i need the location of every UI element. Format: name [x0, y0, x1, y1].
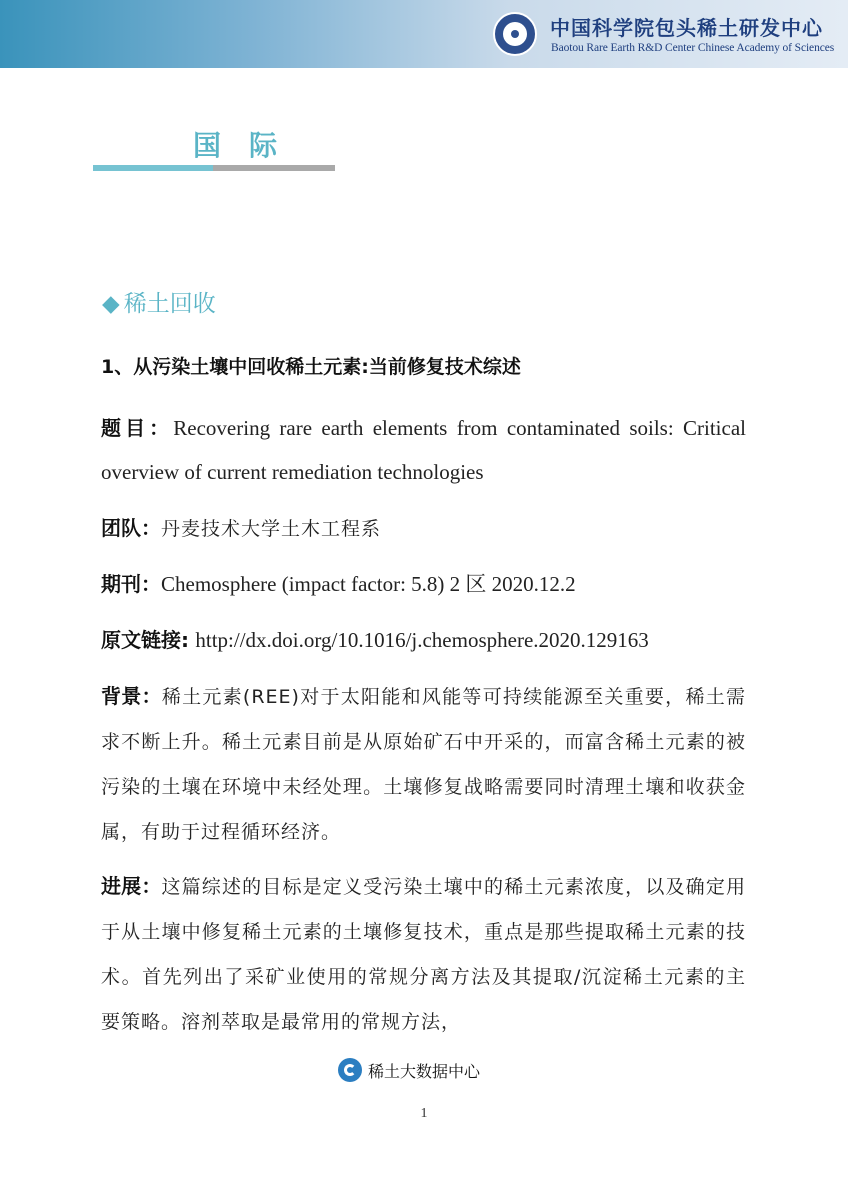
doi-link[interactable]: http://dx.doi.org/10.1016/j.chemosphere.2020.129163 [195, 628, 649, 652]
background-label: 背景： [101, 684, 162, 708]
team-paragraph [101, 506, 746, 551]
cas-logo-icon [493, 12, 537, 56]
rare-earth-data-center-icon [338, 1058, 362, 1082]
progress-value: 这篇综述的目标是定义受污染土壤中的稀土元素浓度，以及确定用于从土壤中修复稀土元素的土壤修复技术，重点是那些提取稀土元素的技术。首先列出了采矿业使用的常规分离方法及其提取/沉淀稀土元素的主要策略。溶剂萃取是最常用的常规方法， [101, 876, 746, 1033]
topic-value: Recovering rare earth elements from contaminated soils: Critical overview of current remediation technologies [101, 416, 746, 484]
background-value: 稀土元素(REE)对于太阳能和风能等可持续能源至关重要，稀土需求不断上升。稀土元素目前是从原始矿石中开采的，而富含稀土元素的被污染的土壤在环境中未经处理。土壤修复战略需要同时清理土壤和收获金属，有助于过程循环经济。 [101, 686, 746, 843]
category-heading [102, 285, 216, 318]
footer-brand [338, 1058, 480, 1082]
article-title: 1、从污染土壤中回收稀土元素:当前修复技术综述 [101, 356, 521, 378]
team-value: 丹麦技术大学土木工程系 [161, 518, 382, 540]
title-underline-gray [213, 165, 335, 171]
background-paragraph [101, 674, 746, 854]
journal-paragraph [101, 562, 746, 606]
diamond-icon: ◆ [102, 291, 120, 317]
page-header [0, 0, 848, 68]
link-label: 原文链接: [101, 628, 189, 652]
team-label: 团队： [101, 516, 161, 540]
category-label: 稀土回收 [123, 291, 216, 317]
org-name-cn: 中国科学院包头稀土研发中心 [550, 16, 823, 40]
org-name-en: Baotou Rare Earth R&D Center Chinese Academy of Sciences [551, 42, 835, 54]
progress-paragraph [101, 864, 746, 1044]
footer-brand-label: 稀土大数据中心 [368, 1061, 481, 1081]
page-number: 1 [420, 1106, 428, 1121]
link-paragraph [101, 618, 746, 662]
journal-value: Chemosphere (impact factor: 5.8) 2 区 2020.12.2 [161, 572, 576, 596]
topic-label: 题目： [101, 416, 174, 440]
section-title: 国际 [193, 129, 306, 162]
title-underline-accent [93, 165, 213, 171]
journal-label: 期刊： [101, 572, 161, 596]
topic-paragraph [101, 406, 746, 494]
progress-label: 进展： [101, 874, 162, 898]
